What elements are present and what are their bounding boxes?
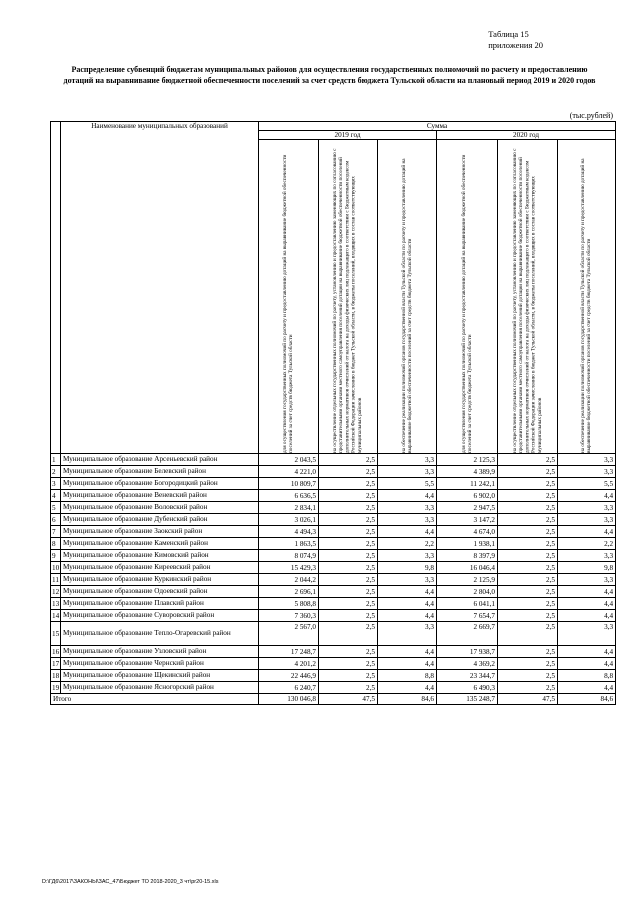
value-cell: 3,3	[378, 622, 437, 646]
table-row	[51, 502, 616, 514]
table-row	[51, 466, 616, 478]
value-cell: 2,5	[498, 586, 558, 598]
row-index: 13	[52, 599, 60, 608]
table-row	[51, 682, 616, 694]
distribution-table	[50, 121, 616, 705]
value-cell: 2,5	[319, 514, 378, 526]
value-cell: 2,5	[319, 490, 378, 502]
value-cell: 2,5	[319, 670, 378, 682]
subheader-2020-ndfl: на осуществление отдельных государственных полномочий по расчету, установлению и предоставлению заменяющих по согласованию с представительными органами местного самоуправления поселений дотации на выравнивание бюджетной обеспеченности поселений дополнительных нормативов отчислений от налога на доходы физических лиц подлежащего в соответствии с Бюджетным кодексом Российской Федерации зачислению в бюджет Тульской области, в бюджеты поселений, входящих в состав соответствующих муниципальных районов	[498, 140, 558, 454]
value-cell: 2,5	[498, 490, 558, 502]
value-cell: 1 863,5	[259, 538, 319, 550]
municipality-name: Муниципальное образование Кимовский район	[61, 550, 259, 562]
value-cell: 3,3	[378, 514, 437, 526]
subheader-2019-subventions: для осуществления государственных полномочий по расчету и предоставлению дотаций на выравнивание бюджетной обеспеченности поселений за счет средств бюджета Тульской области	[259, 140, 319, 454]
value-cell: 4,4	[378, 658, 437, 670]
value-cell: 4,4	[378, 586, 437, 598]
value-cell: 6 041,1	[437, 598, 498, 610]
municipality-name: Муниципальное образование Ясногорский район	[61, 682, 259, 694]
value-cell: 16 046,4	[437, 562, 498, 574]
total-value-cell: 47,5	[498, 694, 558, 705]
total-row	[51, 694, 616, 705]
value-cell: 4 389,9	[437, 466, 498, 478]
municipality-name: Муниципальное образование Одоевский район	[61, 586, 259, 598]
table-row	[51, 622, 616, 646]
value-cell: 4,4	[378, 526, 437, 538]
value-cell: 2 834,1	[259, 502, 319, 514]
value-cell: 2,5	[319, 562, 378, 574]
table-body	[51, 454, 616, 705]
row-index: 3	[51, 478, 61, 490]
table-row	[51, 574, 616, 586]
row-index: 15	[51, 622, 61, 646]
municipality-name: Муниципальное образование Куркинский район	[61, 574, 259, 586]
table-number: Таблица 15	[488, 29, 529, 39]
value-cell: 3,3	[378, 502, 437, 514]
value-cell: 8 397,9	[437, 550, 498, 562]
row-index: 14	[52, 611, 60, 620]
table-row	[51, 454, 616, 466]
value-cell: 5,5	[378, 478, 437, 490]
value-cell: 3,3	[378, 574, 437, 586]
municipality-name: Муниципальное образование Киреевский район	[61, 562, 259, 574]
value-cell: 3,3	[378, 466, 437, 478]
value-cell: 2,5	[319, 658, 378, 670]
value-cell: 2,5	[498, 466, 558, 478]
value-cell: 8,8	[378, 670, 437, 682]
total-value-cell: 84,6	[378, 694, 437, 705]
value-cell: 2,5	[319, 550, 378, 562]
value-cell: 4,4	[378, 610, 437, 622]
value-cell: 15 429,3	[259, 562, 319, 574]
sum-header: Сумма	[259, 122, 616, 131]
year-2019-header: 2019 год	[259, 131, 437, 140]
table-row	[51, 490, 616, 502]
name-column-header: Наименование муниципальных образований	[61, 122, 259, 454]
value-cell: 3,3	[558, 454, 616, 466]
row-index: 8	[51, 538, 61, 550]
value-cell: 4 494,3	[259, 526, 319, 538]
subheader-2019-admin: на обеспечение реализации полномочий органов государственной власти Тульской области по расчету и предоставлению дотаций на выравнивание бюджетной обеспеченности поселений за счет средств бюджета Тульской области	[378, 140, 437, 454]
value-cell: 4,4	[558, 646, 616, 658]
subheader-2020-subventions: для осуществления государственных полномочий по расчету и предоставлению дотаций на выравнивание бюджетной обеспеченности поселений за счет средств бюджета Тульской области	[437, 140, 498, 454]
index-header	[51, 122, 61, 454]
value-cell: 2,5	[498, 562, 558, 574]
value-cell: 17 248,7	[259, 646, 319, 658]
row-index: 4	[51, 490, 61, 502]
table-reference	[488, 29, 543, 51]
value-cell: 2,5	[319, 610, 378, 622]
subheader-2020-admin: на обеспечение реализации полномочий органов государственной власти Тульской области по расчету и предоставлению дотаций на выравнивание бюджетной обеспеченности поселений за счет средств бюджета Тульской области	[558, 140, 616, 454]
table-row	[51, 658, 616, 670]
value-cell: 2,5	[498, 514, 558, 526]
value-cell: 2,2	[558, 538, 616, 550]
value-cell: 2,2	[378, 538, 437, 550]
value-cell: 9,8	[378, 562, 437, 574]
row-index: 1	[51, 454, 61, 466]
municipality-name: Муниципальное образование Суворовский район	[61, 610, 259, 622]
municipality-name: Муниципальное образование Тепло-Огаревский район	[61, 622, 259, 646]
value-cell: 23 344,7	[437, 670, 498, 682]
value-cell: 2,5	[498, 682, 558, 694]
municipality-name: Муниципальное образование Дубенский район	[61, 514, 259, 526]
value-cell: 2,5	[498, 478, 558, 490]
value-cell: 2,5	[319, 586, 378, 598]
value-cell: 3,3	[558, 502, 616, 514]
value-cell: 2,5	[319, 682, 378, 694]
value-cell: 3 026,1	[259, 514, 319, 526]
value-cell: 3,3	[558, 622, 616, 646]
value-cell: 4 221,0	[259, 466, 319, 478]
value-cell: 2,5	[319, 454, 378, 466]
value-cell: 2 044,2	[259, 574, 319, 586]
table-row	[51, 538, 616, 550]
value-cell: 2 125,3	[437, 454, 498, 466]
value-cell: 2,5	[498, 454, 558, 466]
total-value-cell: 135 248,7	[437, 694, 498, 705]
row-index: 6	[51, 514, 61, 526]
table-row	[51, 646, 616, 658]
row-index: 10	[52, 563, 60, 572]
value-cell: 2 669,7	[437, 622, 498, 646]
total-value-cell: 130 046,8	[259, 694, 319, 705]
value-cell: 22 446,9	[259, 670, 319, 682]
value-cell: 2,5	[498, 670, 558, 682]
row-index: 12	[52, 587, 60, 596]
table-row	[51, 514, 616, 526]
value-cell: 4 369,2	[437, 658, 498, 670]
table-row	[51, 586, 616, 598]
value-cell: 2,5	[498, 598, 558, 610]
value-cell: 2,5	[498, 646, 558, 658]
value-cell: 6 490,3	[437, 682, 498, 694]
value-cell: 6 902,0	[437, 490, 498, 502]
value-cell: 3,3	[558, 514, 616, 526]
table-row	[51, 562, 616, 574]
value-cell: 2 567,0	[259, 622, 319, 646]
value-cell: 17 938,7	[437, 646, 498, 658]
municipality-name: Муниципальное образование Щекинский район	[61, 670, 259, 682]
value-cell: 2,5	[498, 538, 558, 550]
value-cell: 4,4	[558, 610, 616, 622]
row-index: 16	[52, 647, 60, 656]
value-cell: 2,5	[319, 598, 378, 610]
value-cell: 4,4	[378, 646, 437, 658]
value-cell: 2,5	[319, 622, 378, 646]
value-cell: 2,5	[319, 478, 378, 490]
row-index: 11	[52, 575, 59, 584]
year-2020-header: 2020 год	[437, 131, 616, 140]
municipality-name: Муниципальное образование Белевский район	[61, 466, 259, 478]
municipality-name: Муниципальное образование Плавский район	[61, 598, 259, 610]
value-cell: 2,5	[498, 658, 558, 670]
value-cell: 5,5	[558, 478, 616, 490]
value-cell: 7 654,7	[437, 610, 498, 622]
value-cell: 2,5	[498, 502, 558, 514]
value-cell: 4,4	[378, 682, 437, 694]
value-cell: 2,5	[498, 622, 558, 646]
value-cell: 4 674,0	[437, 526, 498, 538]
municipality-name: Муниципальное образование Заокский район	[61, 526, 259, 538]
value-cell: 1 938,1	[437, 538, 498, 550]
value-cell: 3,3	[378, 550, 437, 562]
value-cell: 2,5	[319, 574, 378, 586]
table-row	[51, 526, 616, 538]
row-index: 5	[51, 502, 61, 514]
value-cell: 9,8	[558, 562, 616, 574]
municipality-name: Муниципальное образование Воловский район	[61, 502, 259, 514]
value-cell: 2 043,5	[259, 454, 319, 466]
total-value-cell: 84,6	[558, 694, 616, 705]
row-index: 17	[52, 659, 60, 668]
municipality-name: Муниципальное образование Каменский район	[61, 538, 259, 550]
value-cell: 2,5	[498, 574, 558, 586]
value-cell: 4,4	[558, 490, 616, 502]
row-index: 18	[52, 671, 60, 680]
document-title: Распределение субвенций бюджетам муниципальных районов для осуществления государственных полномочий по расчету и предоставлению дотаций на выравнивание бюджетной обеспеченности поселений за счет средств бюджета Тульской области на плановый период 2019 и 2020 годов	[63, 65, 596, 85]
municipality-name: Муниципальное образование Веневский район	[61, 490, 259, 502]
appendix-number: приложения 20	[488, 40, 543, 50]
row-index: 9	[51, 550, 61, 562]
value-cell: 4,4	[558, 682, 616, 694]
value-cell: 4,4	[558, 586, 616, 598]
value-cell: 3,3	[558, 466, 616, 478]
value-cell: 3,3	[558, 574, 616, 586]
value-cell: 8 074,9	[259, 550, 319, 562]
value-cell: 4,4	[378, 598, 437, 610]
value-cell: 6 636,5	[259, 490, 319, 502]
row-index: 7	[51, 526, 61, 538]
value-cell: 4,4	[558, 658, 616, 670]
table-row	[51, 598, 616, 610]
table-row	[51, 550, 616, 562]
row-index: 19	[52, 683, 60, 692]
value-cell: 5 808,8	[259, 598, 319, 610]
value-cell: 2 804,0	[437, 586, 498, 598]
value-cell: 2 125,9	[437, 574, 498, 586]
subheader-2019-ndfl: на осуществление отдельных государственных полномочий по расчету, установлению и предоставлению заменяющих по согласованию с представительными органами местного самоуправления поселений дотации на выравнивание бюджетной обеспеченности поселений дополнительных нормативов отчислений от налога на доходы физических лиц подлежащего в соответствии с Бюджетным кодексом Российской Федерации зачислению в бюджет Тульской области, в бюджеты поселений, входящих в состав соответствующих муниципальных районов	[319, 140, 378, 454]
row-index: 2	[51, 466, 61, 478]
value-cell: 2,5	[319, 502, 378, 514]
value-cell: 2,5	[319, 466, 378, 478]
table-row	[51, 478, 616, 490]
municipality-name: Муниципальное образование Узловский район	[61, 646, 259, 658]
value-cell: 6 240,7	[259, 682, 319, 694]
value-cell: 2 696,1	[259, 586, 319, 598]
municipality-name: Муниципальное образование Арсеньевский район	[61, 454, 259, 466]
value-cell: 4,4	[558, 526, 616, 538]
table-row	[51, 610, 616, 622]
value-cell: 2,5	[319, 526, 378, 538]
value-cell: 3,3	[558, 550, 616, 562]
value-cell: 8,8	[558, 670, 616, 682]
total-label: Итого	[51, 694, 259, 705]
value-cell: 2,5	[319, 538, 378, 550]
value-cell: 4 201,2	[259, 658, 319, 670]
municipality-name: Муниципальное образование Чернский район	[61, 658, 259, 670]
value-cell: 3 147,2	[437, 514, 498, 526]
value-cell: 10 809,7	[259, 478, 319, 490]
value-cell: 3,3	[378, 454, 437, 466]
value-cell: 2,5	[498, 550, 558, 562]
table-row	[51, 670, 616, 682]
file-path-footer: D:\ГД6\2017\ЗАКОНЫ\ЗАС_47\Бюджет ТО 2018-2020_3 чт\pr20-15.xls	[42, 879, 219, 885]
value-cell: 7 360,3	[259, 610, 319, 622]
total-value-cell: 47,5	[319, 694, 378, 705]
value-cell: 4,4	[378, 490, 437, 502]
units-label: (тыс.рублей)	[569, 111, 613, 120]
value-cell: 4,4	[558, 598, 616, 610]
municipality-name: Муниципальное образование Богородицкий район	[61, 478, 259, 490]
value-cell: 2,5	[498, 610, 558, 622]
value-cell: 2,5	[498, 526, 558, 538]
value-cell: 2,5	[319, 646, 378, 658]
value-cell: 2 947,5	[437, 502, 498, 514]
value-cell: 11 242,1	[437, 478, 498, 490]
